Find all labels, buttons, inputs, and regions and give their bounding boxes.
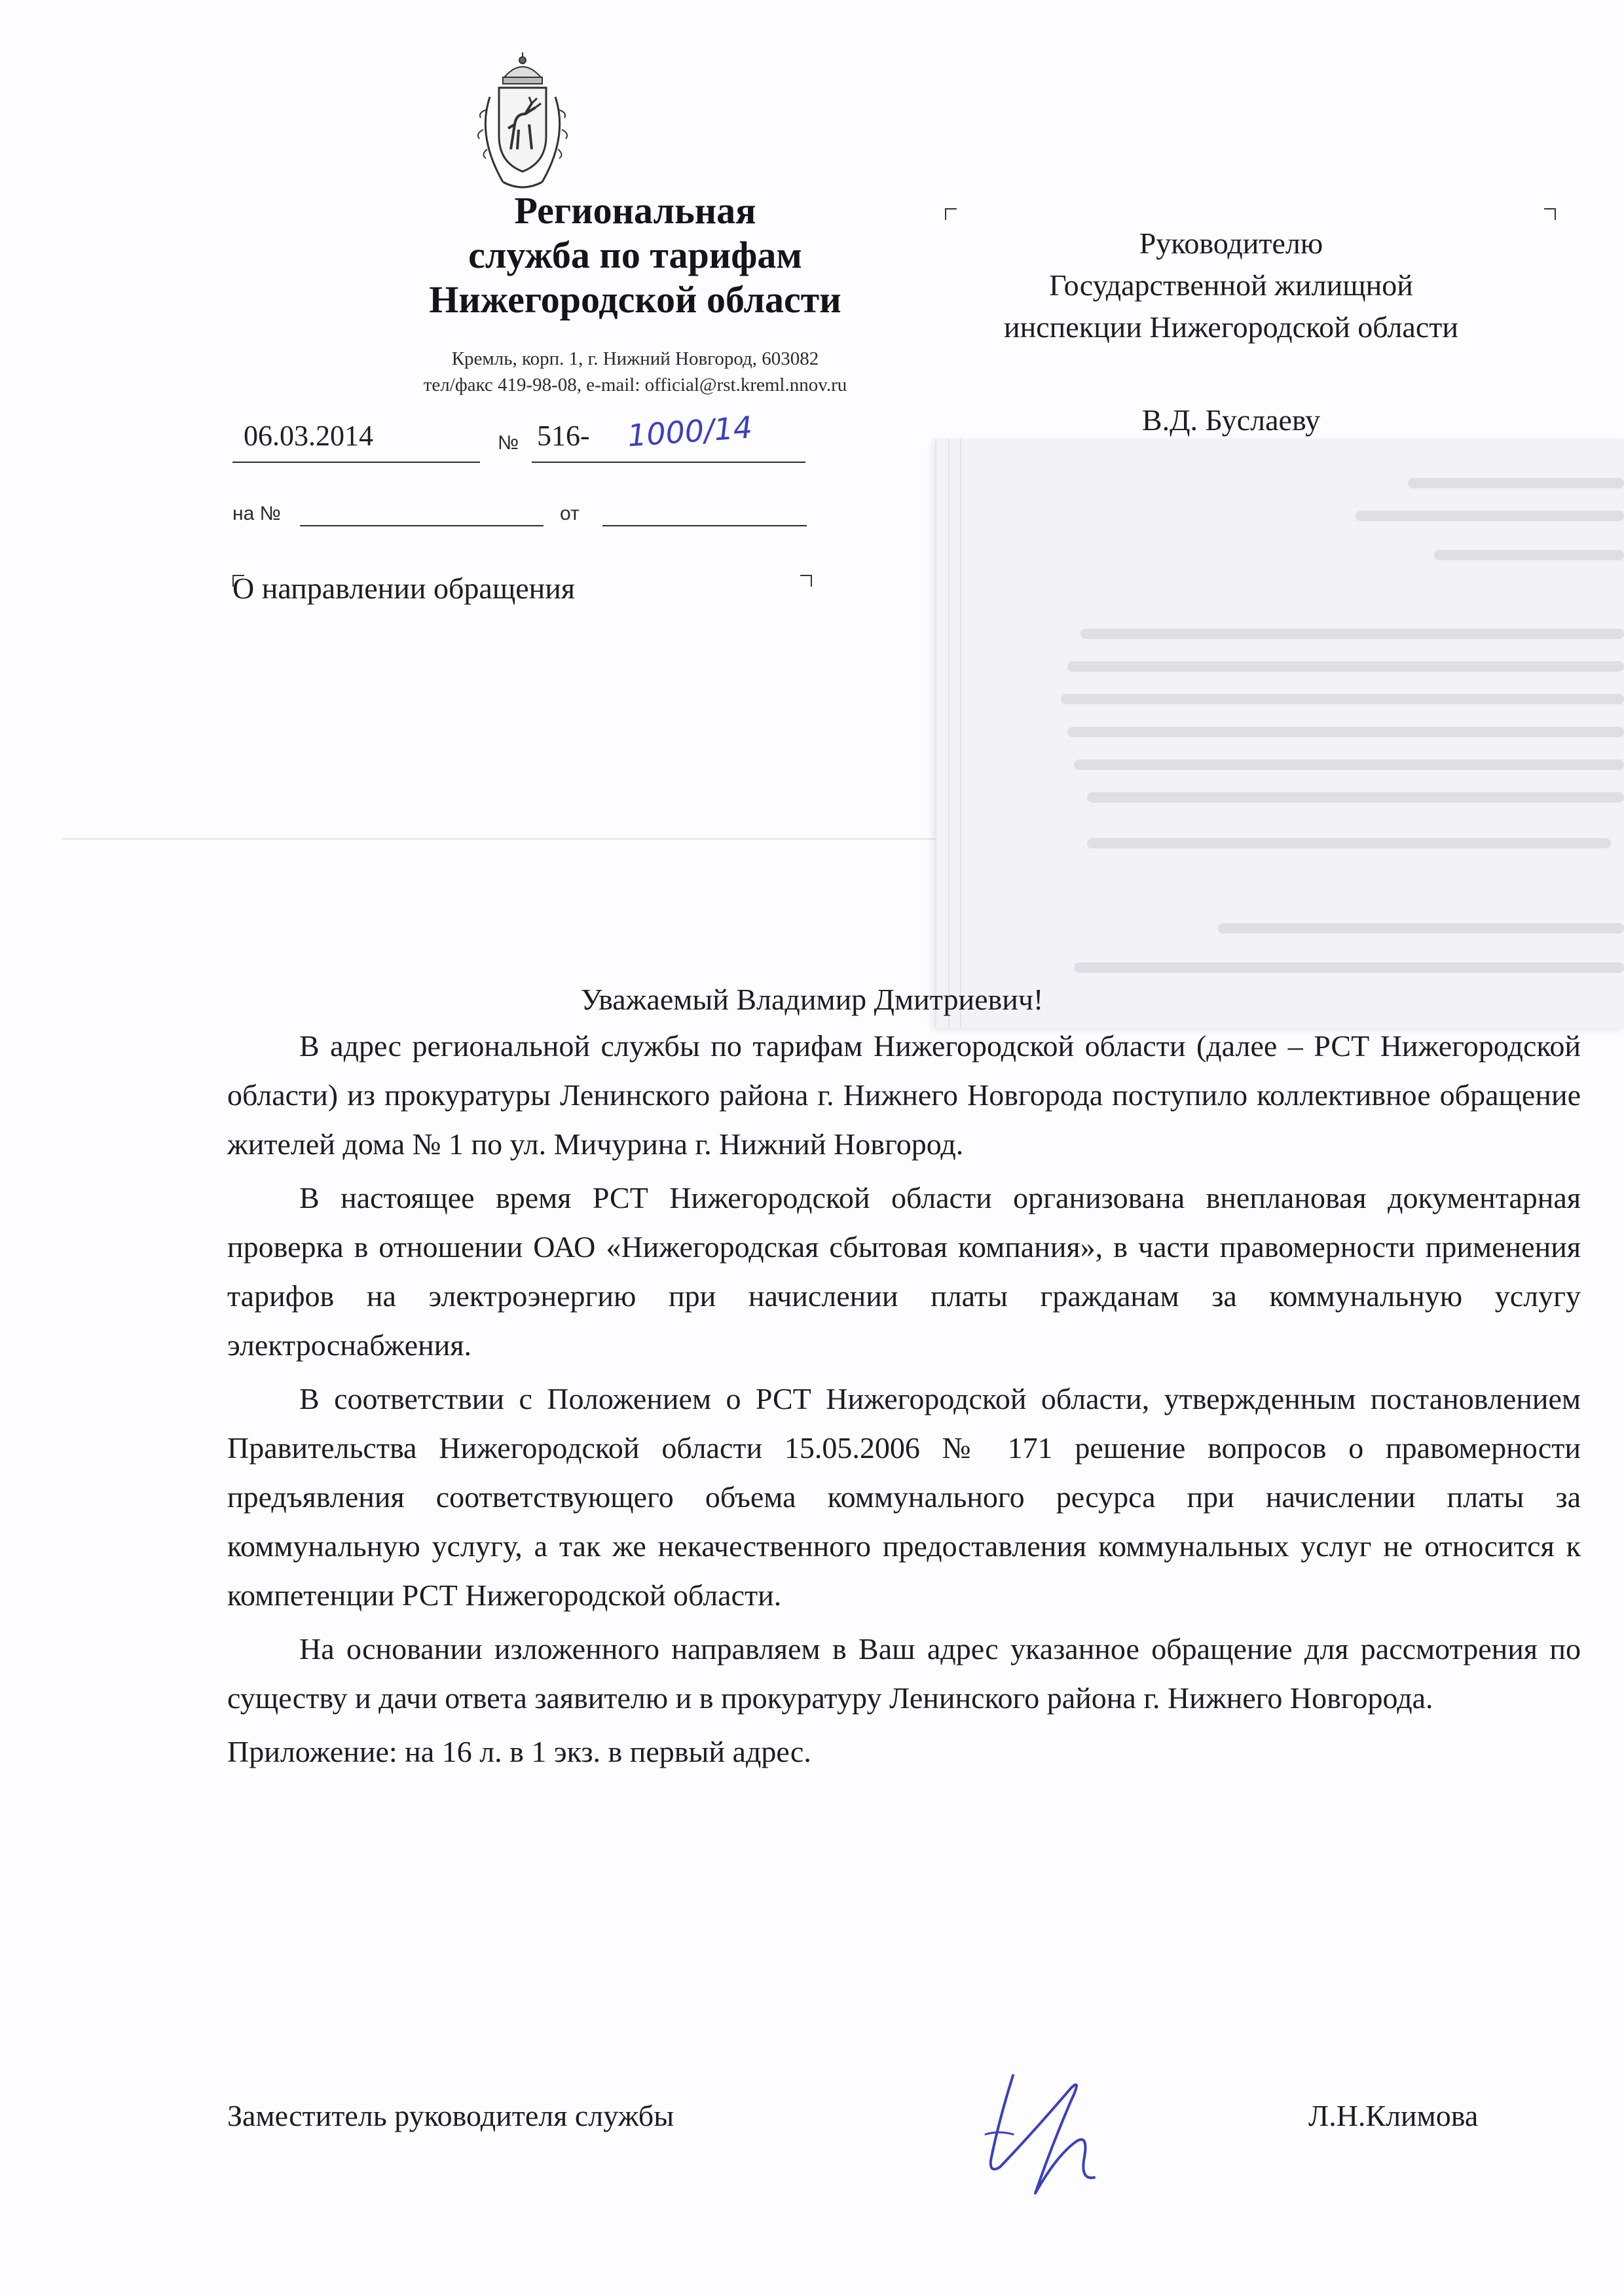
reference-number-line <box>300 525 544 526</box>
org-name-line: служба по тарифам <box>468 234 802 276</box>
coat-of-arms-icon <box>464 51 581 203</box>
org-name-line: Нижегородской области <box>429 278 841 321</box>
reference-number-label: на № <box>232 503 281 524</box>
attached-sheet-bleed <box>935 439 1624 1028</box>
body-paragraph: На основании изложенного направляем в Ваш адрес указанное обращение для рассмотрения по существу и дачи ответа заявителю и в прокуратуру Ленинского района г. Нижнего Новгорода. <box>227 1632 1581 1715</box>
addressee-block <box>904 223 1559 348</box>
organization-contact <box>223 346 1048 398</box>
addressee-line: Руководителю <box>1139 227 1323 260</box>
addressee-corner-mark <box>945 208 957 220</box>
number-sign: № <box>498 432 519 454</box>
attachment-note: Приложение: на 16 л. в 1 экз. в первый адрес. <box>227 1735 811 1768</box>
handwritten-signature-icon <box>972 2062 1123 2206</box>
subject-corner-mark <box>800 575 812 587</box>
body-paragraph: В адрес региональной службы по тарифам Нижегородской области (далее – РСТ Нижегородской области) из прокуратуры Ленинского района г. Нижнего Новгорода поступило коллективное обращение жителей дома № 1 по ул. Мичурина г. Нижний Новгород. <box>227 1029 1581 1161</box>
letter-salutation: Уважаемый Владимир Дмитриевич! <box>580 983 1044 1016</box>
contact-phone-email: тел/факс 419-98-08, e-mail: official@rst.kreml.nnov.ru <box>423 374 847 395</box>
addressee-line: Государственной жилищной <box>1049 268 1413 302</box>
signatory-title: Заместитель руководителя службы <box>227 2099 674 2132</box>
contact-address: Кремль, корп. 1, г. Нижний Новгород, 603082 <box>451 348 819 369</box>
body-paragraph: В соответствии с Положением о РСТ Нижегородской области, утвержденным постановлением Правительства Нижегородской области 15.05.2006 № 171 решение вопросов о правомерности предъявления соответствующего объема коммунального ресурса при начислении платы за коммунальную услугу, а так же некачественного предоставления коммунальных услуг не относится к компетенции РСТ Нижегородской области. <box>227 1382 1581 1612</box>
addressee-line: инспекции Нижегородской области <box>1004 310 1458 344</box>
registration-date: 06.03.2014 <box>244 420 373 452</box>
letter-subject: О направлении обращения <box>232 572 576 605</box>
addressee-name: В.Д. Буслаеву <box>1141 403 1321 437</box>
addressee-corner-mark <box>1544 208 1556 220</box>
reference-date-line <box>602 525 807 526</box>
body-paragraph: В настоящее время РСТ Нижегородской области организована внеплановая документарная проверка в отношении ОАО «Нижегородская сбытовая компания», в части правомерности применения тарифов на электроэнергию при начислении платы гражданам за коммунальную услугу электроснабжения. <box>227 1181 1581 1362</box>
handwritten-registration-number: 1000/14 <box>626 409 754 454</box>
date-underline <box>232 462 480 463</box>
org-name-line: Региональная <box>514 189 756 232</box>
registration-number: 516- <box>537 420 590 452</box>
letter-body <box>227 1021 1581 1781</box>
signatory-name: Л.Н.Климова <box>1308 2099 1479 2132</box>
reference-date-label: от <box>560 503 580 524</box>
number-underline <box>532 462 805 463</box>
